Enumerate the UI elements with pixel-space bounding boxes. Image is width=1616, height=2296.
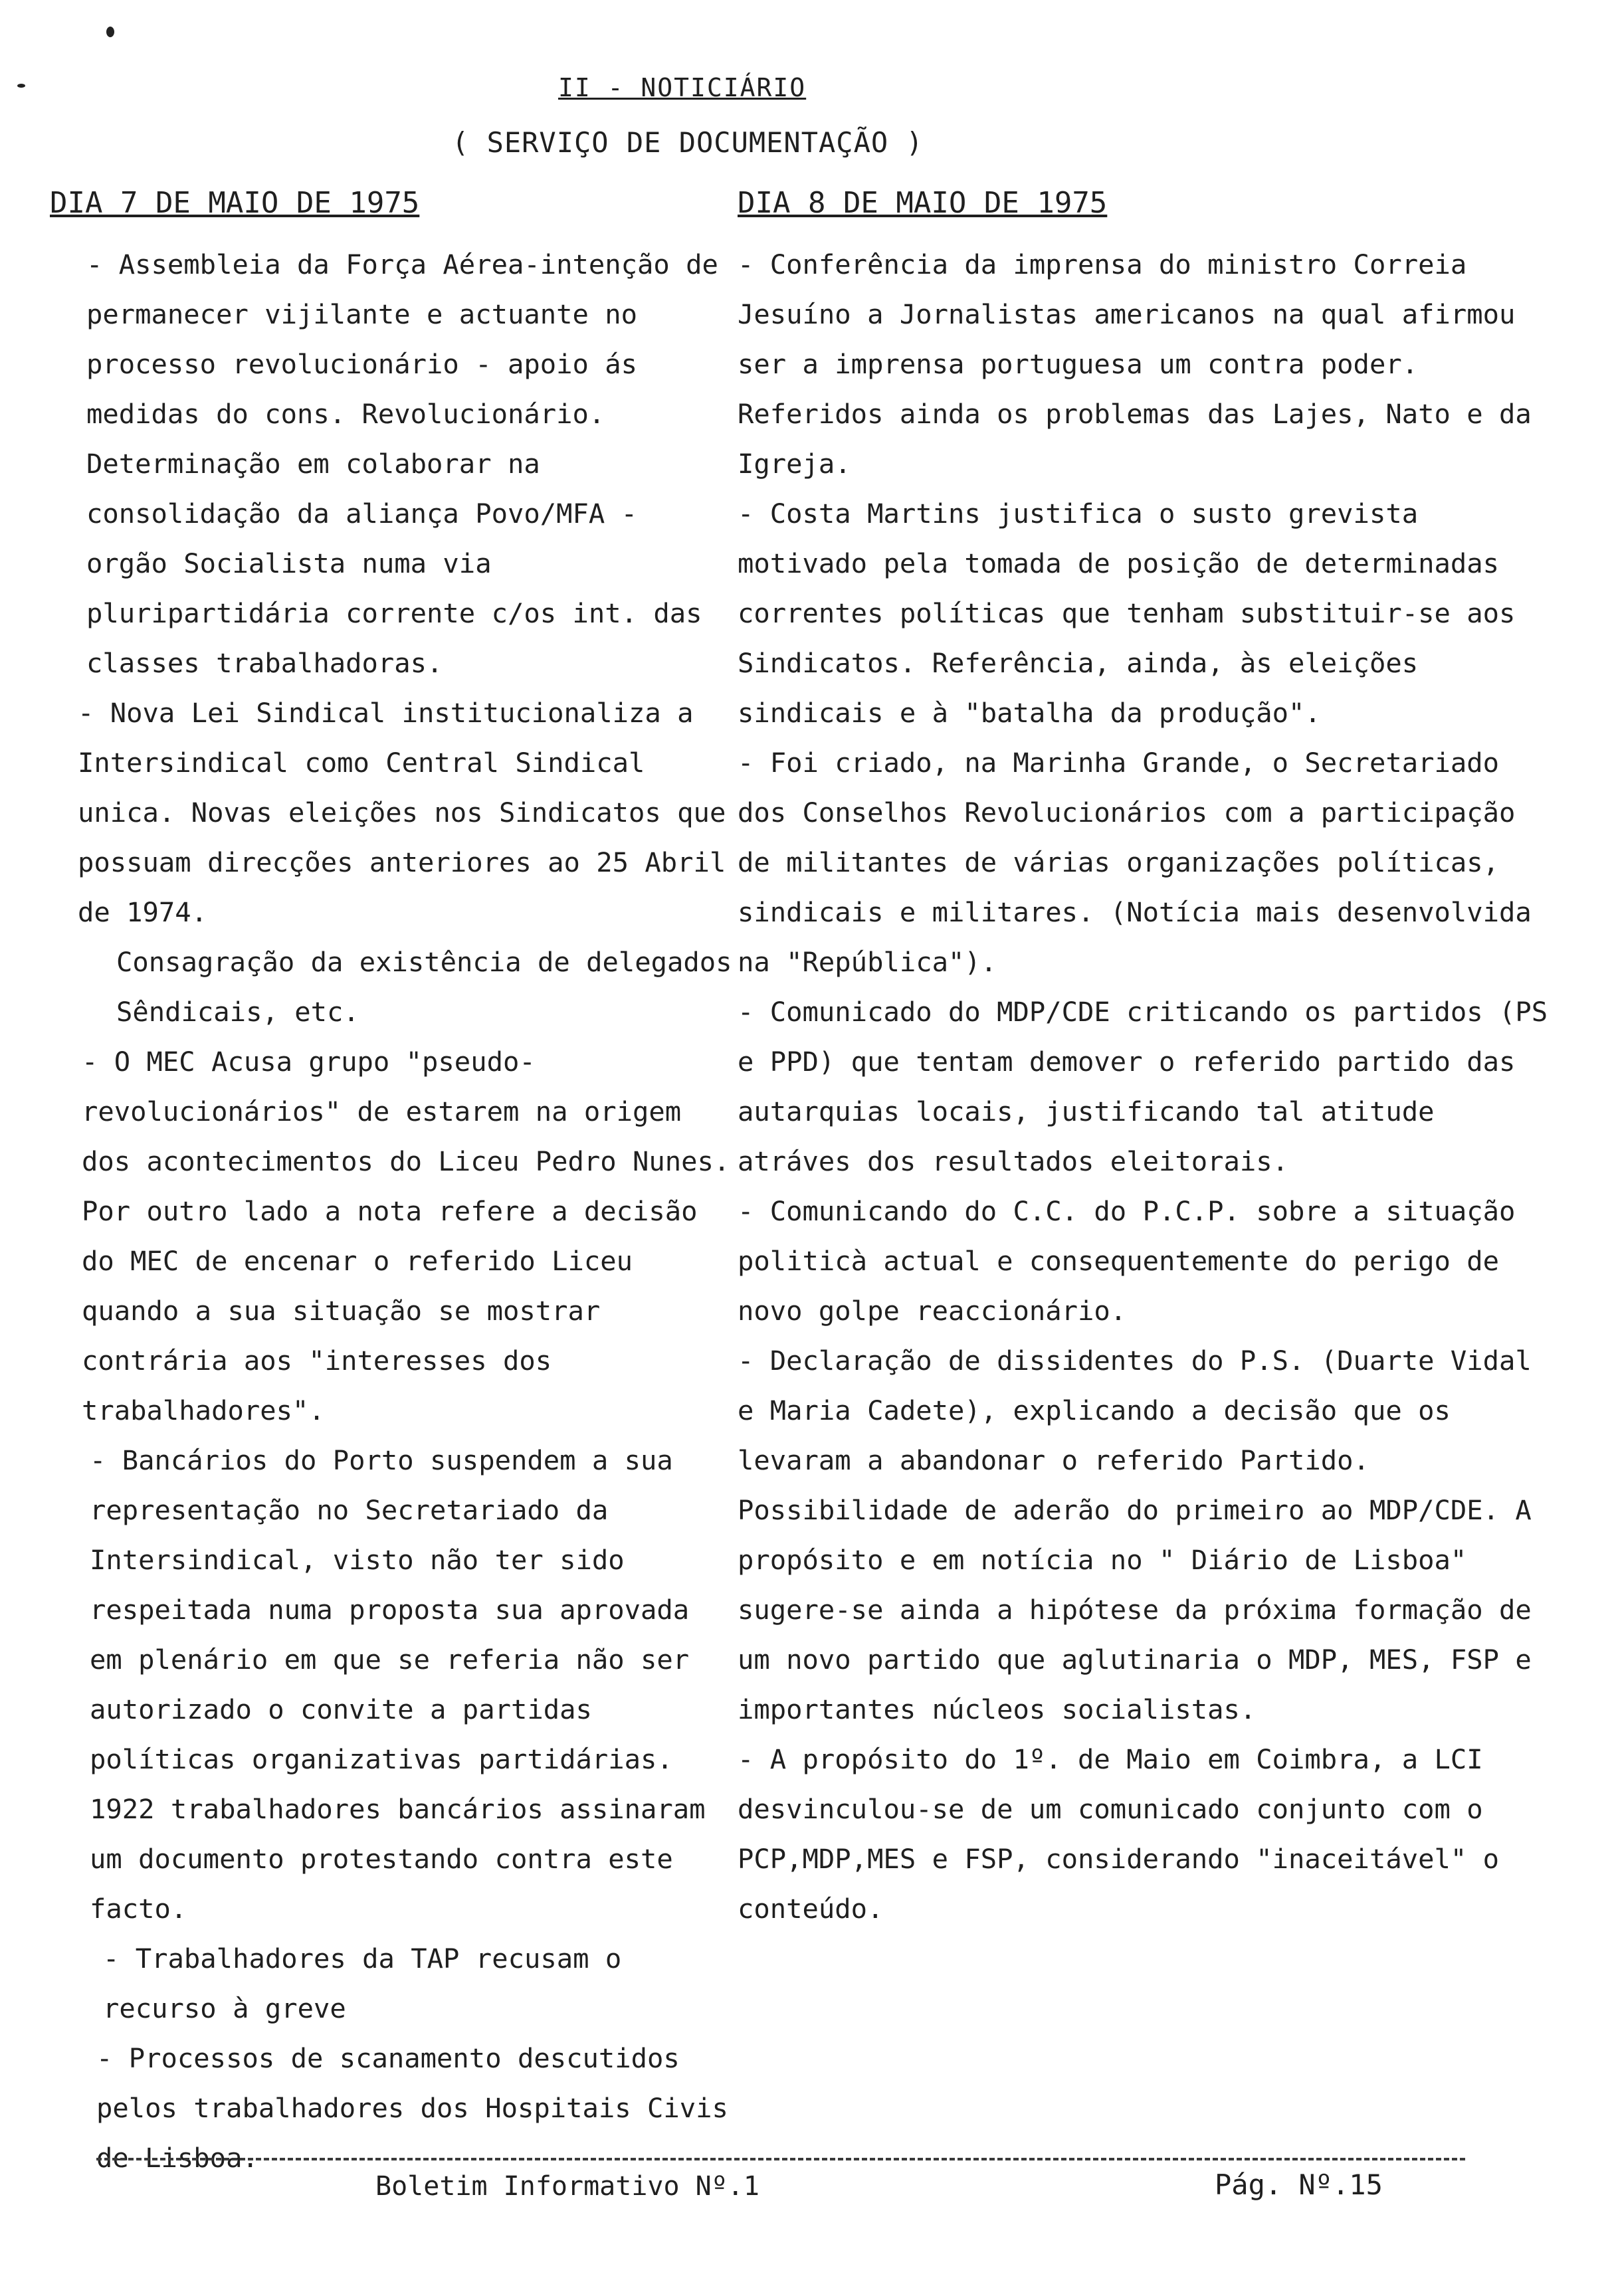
bulletin-label: Boletim Informativo Nº.1 <box>375 2171 759 2202</box>
news-item: - A propósito do 1º. de Maio em Coimbra, a LCI desvinculou-se de um comunicado conjunto com o PCP,MDP,MES e FSP, considerando "inaceitável" o conteúdo. <box>738 1743 1500 1925</box>
news-item: Consagração da existência de delegados Sêndicais, etc. <box>116 946 732 1028</box>
section-title: II - NOTICIÁRIO <box>558 73 807 102</box>
ink-speck <box>17 84 25 88</box>
right-date-heading: DIA 8 DE MAIO DE 1975 <box>738 186 1108 220</box>
news-item: - Processos de scanamento descutidos pelos trabalhadores dos Hospitais Civis de Lisboa. <box>96 2042 728 2174</box>
page-number: Pág. Nº.15 <box>1215 2168 1383 2201</box>
news-item: - Comunicando do C.C. do P.C.P. sobre a situação politicà actual e consequentemente do perigo de novo golpe reaccionário. <box>738 1195 1516 1327</box>
left-date-heading: DIA 7 DE MAIO DE 1975 <box>50 186 420 220</box>
ink-speck <box>106 27 114 37</box>
news-item: - Costa Martins justifica o susto grevista motivado pela tomada de posição de determinadas correntes políticas que tenham substituir-se aos Sindicatos. Referência, ainda, às eleições sindicais e à "batalha da produção". <box>738 498 1516 729</box>
news-item: - O MEC Acusa grupo "pseudo-revolucionários" de estarem na origem dos acontecimentos do Liceu Pedro Nunes. Por outro lado a nota refere a decisão do MEC de encenar o referido Liceu quando a sua situação se mostrar contrária aos "interesses dos trabalhadores". <box>82 1046 730 1426</box>
news-item: - Declaração de dissidentes do P.S. (Duarte Vidal e Maria Cadete), explicando a decisão que os levaram a abandonar o referido Partido. Possibilidade de aderão do primeiro ao MDP/CDE. A propósito e em notícia no " Diário de Lisboa" sugere-se ainda a hipótese da próxima formação de um novo partido que aglutinaria o MDP, MES, FSP e importantes núcleos socialistas. <box>738 1345 1532 1725</box>
news-item: - Comunicado do MDP/CDE criticando os partidos (PS e PPD) que tentam demover o referido partido das autarquias locais, justificando tal atitude atráves dos resultados eleitorais. <box>738 996 1548 1177</box>
footer-divider <box>96 2158 1465 2160</box>
section-subtitle: ( SERVIÇO DE DOCUMENTAÇÃO ) <box>452 126 924 159</box>
news-item: - Conferência da imprensa do ministro Correia Jesuíno a Jornalistas americanos na qual afirmou ser a imprensa portuguesa um contra poder. Referidos ainda os problemas das Lajes, Nato e da Igreja. <box>738 248 1532 480</box>
news-item: - Nova Lei Sindical institucionaliza a Intersindical como Central Sindical unica. Novas eleições nos Sindicatos que possuam direcções anteriores ao 25 Abril de 1974. <box>78 697 726 928</box>
right-column <box>738 186 1548 1934</box>
news-item: - Trabalhadores da TAP recusam o recurso à greve <box>103 1943 622 2024</box>
news-item: - Bancários do Porto suspendem a sua representação no Secretariado da Intersindical, visto não ter sido respeitada numa proposta sua aprovada em plenário em que se referia não ser autorizado o convite a partidas políticas organizativas partidárias. 1922 trabalhadores bancários assinaram um documento protestando contra este facto. <box>90 1444 706 1925</box>
left-column <box>50 186 734 2183</box>
news-item: - Foi criado, na Marinha Grande, o Secretariado dos Conselhos Revolucionários com a participação de militantes de várias organizações políticas, sindicais e militares. (Notícia mais desenvolvida na "República"). <box>738 747 1532 978</box>
news-item: - Assembleia da Força Aérea-intenção de permanecer vijilante e actuante no processo revolucionário - apoio ás medidas do cons. Revolucionário. Determinação em colaborar na consolidação da aliança Povo/MFA - orgão Socialista numa via pluripartidária corrente c/os int. das classes trabalhadoras. <box>86 248 718 679</box>
